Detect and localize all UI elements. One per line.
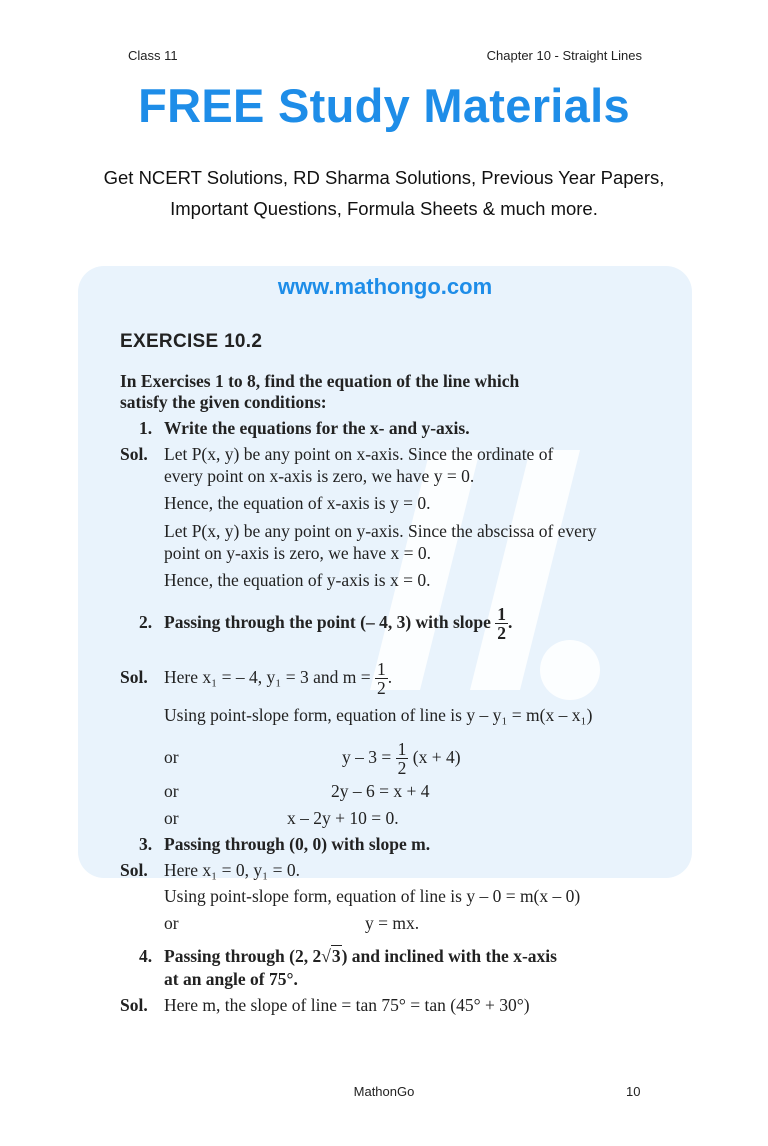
question-4-text (164, 945, 557, 967)
or-label-2: or (164, 781, 179, 801)
solution-1-line-4: Let P(x, y) be any point on y-axis. Since the abscissa of every (164, 521, 597, 541)
fraction-denominator: 2 (376, 678, 386, 699)
sqrt-symbol: √ (321, 946, 331, 966)
exercise-intro-2: satisfy the given conditions: (120, 392, 327, 412)
question-4-number: 4. (139, 946, 153, 966)
solution-2-slope-fraction (375, 660, 388, 697)
question-4-text-end: ) and inclined with the x-axis (341, 946, 557, 966)
question-2-number: 2. (139, 612, 153, 632)
website-link[interactable]: www.mathongo.com (277, 274, 493, 299)
promo-line-1: Get NCERT Solutions, RD Sharma Solutions, Previous Year Papers, (103, 167, 665, 188)
equation-2a (342, 735, 461, 779)
equation-2c: x – 2y + 10 = 0. (287, 808, 399, 828)
solution-3-label: Sol. (120, 860, 148, 880)
question-2-slope-fraction (495, 605, 508, 642)
solution-1-line-1: Let P(x, y) be any point on x-axis. Since the ordinate of (164, 444, 554, 464)
exercise-heading: EXERCISE 10.2 (120, 331, 263, 352)
equation-2a-right: (x + 4) (412, 747, 461, 767)
fraction-numerator: 1 (376, 659, 386, 680)
or-label-1: or (164, 747, 179, 767)
solution-1-line-3: Hence, the equation of x-axis is y = 0. (164, 493, 431, 513)
footer-brand: MathonGo (353, 1084, 415, 1099)
fraction-numerator: 1 (397, 739, 407, 760)
solution-1-line-5: point on y-axis is zero, we have x = 0. (164, 543, 431, 563)
question-1-text: Write the equations for the x- and y-axis. (164, 418, 470, 438)
solution-2-line-2: Using point-slope form, equation of line is y – y₁ = m(x – x₁) (164, 705, 593, 725)
solution-2-line-1: Here x₁ = – 4, y₁ = 3 and m = $\frac{1}{2}$ . (164, 659, 393, 699)
fraction-denominator: 2 (397, 758, 407, 779)
fraction-denominator: 2 (497, 623, 507, 644)
class-label: Class 11 (128, 48, 178, 63)
fraction-numerator: 1 (497, 604, 507, 625)
sqrt-radicand: 3 (331, 946, 341, 966)
equation-2a-fraction (396, 740, 409, 777)
solution-4-label: Sol. (120, 995, 148, 1015)
question-4-line-2: at an angle of 75°. (164, 969, 298, 989)
promo-line-2: Important Questions, Formula Sheets & much more. (170, 198, 598, 219)
solution-4-line-1: Here m, the slope of line = tan 75° = tan (45° + 30°) (164, 995, 530, 1015)
promo-title: FREE Study Materials (138, 79, 630, 132)
solution-3-line-2: Using point-slope form, equation of line is y – 0 = m(x – 0) (164, 886, 581, 906)
question-2-text: Passing through the point (– 4, 3) with slope $\frac{1}{2}$ . (164, 604, 513, 644)
question-2-statement: Passing through the point (– 4, 3) with slope (164, 612, 491, 632)
equation-2a-left: y – 3 = (342, 747, 392, 767)
chapter-label: Chapter 10 - Straight Lines (486, 48, 642, 63)
question-3-number: 3. (139, 834, 153, 854)
solution-2-label: Sol. (120, 667, 148, 687)
solution-2-given: Here x₁ = – 4, y₁ = 3 and m = (164, 667, 371, 687)
solution-1-label: Sol. (120, 444, 148, 464)
question-1-number: 1. (139, 418, 153, 438)
question-3-text: Passing through (0, 0) with slope m. (164, 834, 431, 854)
solution-1-line-2: every point on x-axis is zero, we have y = 0. (164, 466, 475, 486)
solution-3-line-1: Here x₁ = 0, y₁ = 0. (164, 860, 300, 880)
equation-2b: 2y – 6 = x + 4 (331, 781, 430, 801)
page-number: 10 (626, 1084, 641, 1099)
solution-1-line-6: Hence, the equation of y-axis is x = 0. (164, 570, 431, 590)
question-4-text-start: Passing through (2, 2 (164, 946, 322, 966)
exercise-intro-1: In Exercises 1 to 8, find the equation of the line which (120, 371, 520, 391)
equation-3a: y = mx. (365, 913, 420, 933)
or-label-4: or (164, 913, 179, 933)
or-label-3: or (164, 808, 179, 828)
